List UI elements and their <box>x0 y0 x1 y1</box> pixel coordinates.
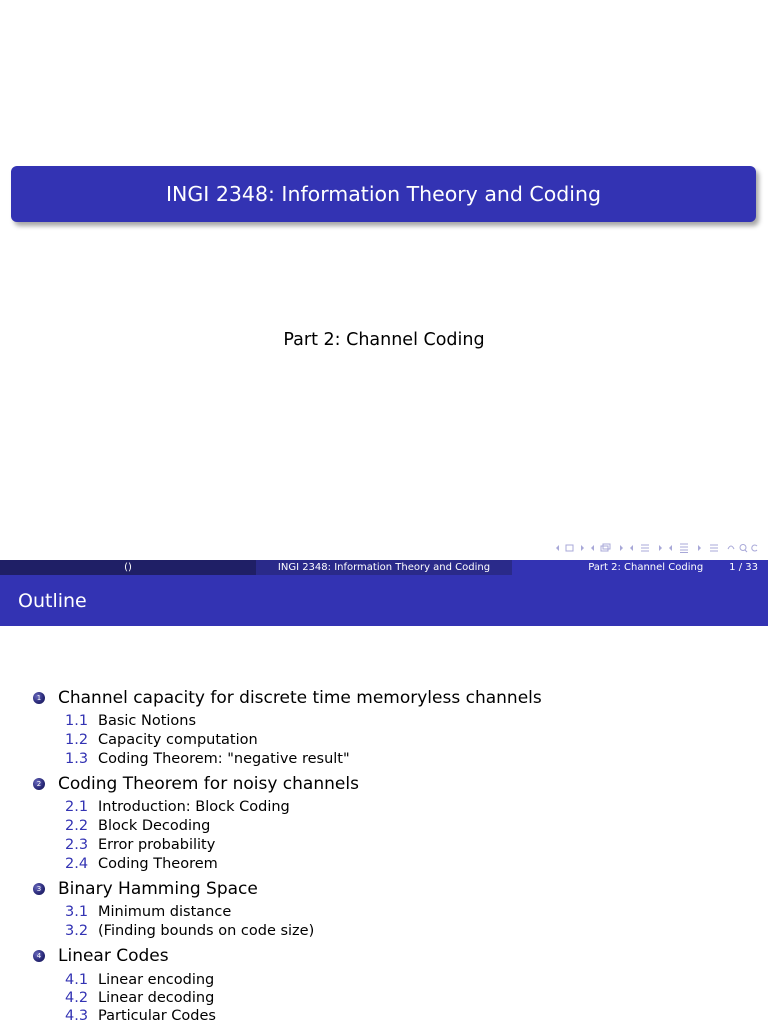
outline-section[interactable] <box>33 879 258 899</box>
subsection-title: Block Decoding <box>98 818 211 834</box>
outline-subsection[interactable] <box>65 751 350 767</box>
outline-subsection[interactable] <box>65 732 258 748</box>
nav-slide-icon[interactable] <box>555 543 585 553</box>
section-number-ball: 3 <box>33 883 45 895</box>
subsection-number: 3.2 <box>65 923 89 939</box>
subsection-title: Particular Codes <box>98 1008 216 1024</box>
subsection-number: 2.4 <box>65 856 89 872</box>
section-title: Coding Theorem for noisy channels <box>58 774 359 794</box>
section-title: Binary Hamming Space <box>58 879 258 899</box>
subsection-number: 3.1 <box>65 904 89 920</box>
section-number-ball: 4 <box>33 950 45 962</box>
outline-subsection[interactable] <box>65 713 196 729</box>
nav-toc-icon[interactable] <box>707 543 721 553</box>
outline-subsection[interactable] <box>65 818 210 834</box>
subsection-title: Coding Theorem <box>98 856 218 872</box>
outline-section[interactable] <box>33 774 359 794</box>
subsection-title: Minimum distance <box>98 904 232 920</box>
nav-subsection-icon[interactable] <box>629 543 663 553</box>
outline-section[interactable] <box>33 688 542 708</box>
subsection-number: 2.2 <box>65 818 89 834</box>
outline-subsection[interactable] <box>65 799 290 815</box>
footer-right <box>512 560 768 575</box>
subsection-number: 1.1 <box>65 713 89 729</box>
subsection-number: 1.3 <box>65 751 89 767</box>
presentation-title: INGI 2348: Information Theory and Coding <box>165 182 601 206</box>
section-number-ball: 1 <box>33 692 45 704</box>
title-box <box>11 166 756 222</box>
outline-subsection[interactable] <box>65 904 231 920</box>
section-number-ball: 2 <box>33 778 45 790</box>
subsection-number: 4.2 <box>65 990 89 1006</box>
subsection-title: Coding Theorem: "negative result" <box>98 751 350 767</box>
subsection-number: 2.1 <box>65 799 89 815</box>
outline-subsection[interactable] <box>65 837 215 853</box>
subsection-title: Capacity computation <box>98 732 258 748</box>
outline-subsection[interactable] <box>65 1008 216 1024</box>
subsection-title: Linear encoding <box>98 972 215 988</box>
subsection-title: Introduction: Block Coding <box>98 799 290 815</box>
subsection-number: 1.2 <box>65 732 89 748</box>
presentation-subtitle: Part 2: Channel Coding <box>283 330 485 350</box>
nav-section-icon[interactable] <box>668 543 702 553</box>
outline-subsection[interactable] <box>65 990 214 1006</box>
frame-title-bar <box>0 575 768 626</box>
footer-bar <box>0 560 768 575</box>
footer-author: () <box>0 560 256 575</box>
subsection-title: (Finding bounds on code size) <box>98 923 315 939</box>
section-title: Channel capacity for discrete time memoryless channels <box>58 688 542 708</box>
footer-title: INGI 2348: Information Theory and Coding <box>256 560 512 575</box>
subsection-title: Linear decoding <box>98 990 215 1006</box>
subsection-number: 4.3 <box>65 1008 89 1024</box>
outline-subsection[interactable] <box>65 856 218 872</box>
subsection-title: Error probability <box>98 837 216 853</box>
nav-search-icon[interactable] <box>726 543 760 553</box>
outline-subsection[interactable] <box>65 972 214 988</box>
frame-title: Outline <box>18 589 87 612</box>
footer-page-number: 1 / 33 <box>729 562 758 573</box>
nav-frame-icon[interactable] <box>590 543 624 553</box>
subsection-number: 4.1 <box>65 972 89 988</box>
subsection-number: 2.3 <box>65 837 89 853</box>
outline-subsection[interactable] <box>65 923 314 939</box>
outline-section[interactable] <box>33 946 169 966</box>
subsection-title: Basic Notions <box>98 713 197 729</box>
section-title: Linear Codes <box>58 946 169 966</box>
navigation-bar <box>555 541 760 555</box>
footer-section: Part 2: Channel Coding <box>588 562 704 573</box>
